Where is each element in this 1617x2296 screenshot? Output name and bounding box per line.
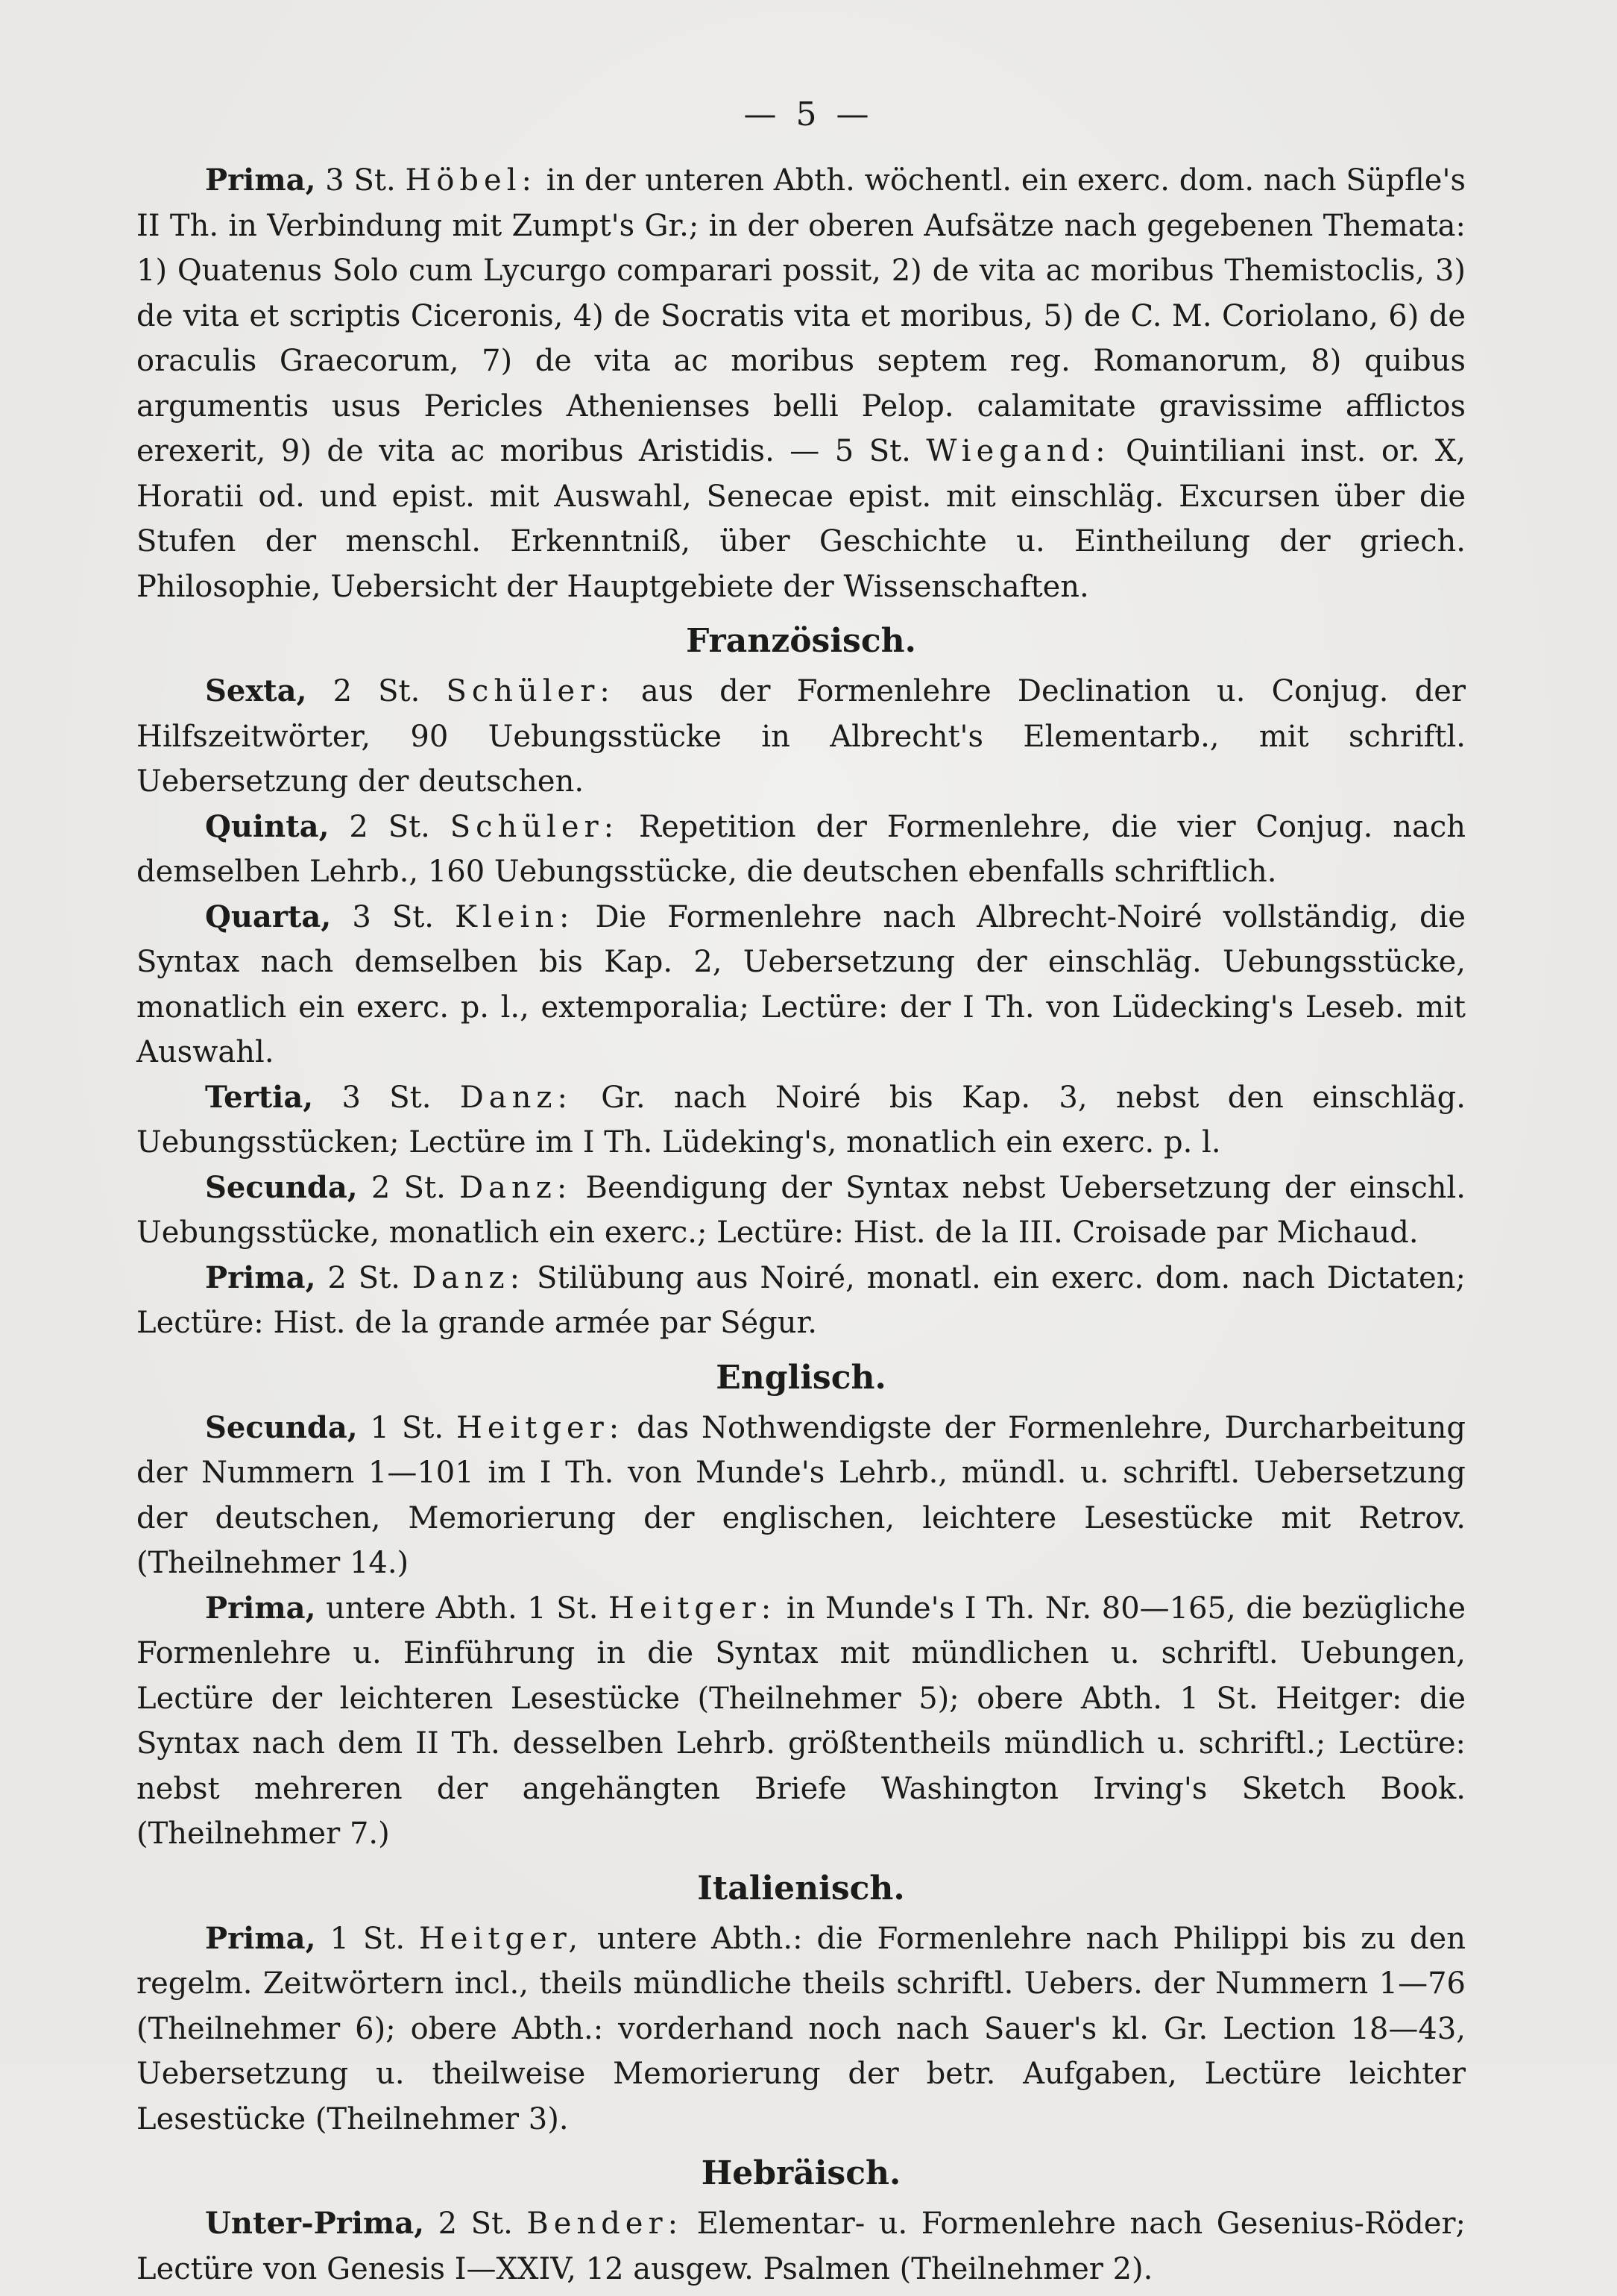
- teacher-name: Schüler:: [450, 809, 620, 844]
- class-name: Quarta,: [205, 899, 332, 934]
- hours: 2 St.: [438, 2207, 513, 2241]
- class-name: Prima,: [205, 1920, 316, 1956]
- page-content: [136, 158, 1466, 2296]
- section-hebraeisch: [136, 2146, 1466, 2292]
- hours: 2 St.: [327, 1260, 400, 1295]
- entry-text: Stilübung aus Noiré, monatl. ein exerc. dom. nach Dictaten; Lectüre: Hist. de la grande armée par Ségur.: [136, 1260, 1466, 1340]
- section-heading: Englisch.: [716, 1358, 886, 1397]
- teacher-name: Heitger:: [456, 1410, 625, 1445]
- teacher-name: Danz:: [459, 1080, 573, 1115]
- teacher-name: Danz:: [459, 1170, 573, 1205]
- class-name: Secunda,: [205, 1409, 358, 1445]
- class-name: Prima,: [205, 163, 316, 198]
- entry-quinta: [136, 805, 1466, 895]
- hours: 2 St.: [371, 1170, 446, 1205]
- entry-tertia: [136, 1075, 1466, 1166]
- section-heading: Französisch.: [686, 622, 916, 660]
- entry-text: in der unteren Abth. wöchentl. ein exerc. dom. nach Süpfle's II Th. in Verbindung mit Zumpt's Gr.; in der oberen Aufsätze nach gegebenen Themata: 1) Quatenus Solo cum Lycurgo comparari possit, 2) de vita ac moribus Themistoclis, 3) de vita et scriptis Ciceronis, 4) de Socratis vita et moribus, 5) de C. M. Coriolano, 6) de oraculis Graecorum, 7) de vita ac moribus septem reg. Romanorum, 8) quibus argumentis usus Pericles Athenienses belli Pelop. calamitate gravissime afflictos erexerit, 9) de vita ac moribus Aristidis.: [136, 163, 1466, 468]
- hours: 3 St.: [352, 899, 435, 934]
- teacher-name: Wiegand:: [926, 434, 1111, 468]
- teacher-name: Bender:: [526, 2207, 684, 2241]
- class-name: Tertia,: [205, 1079, 314, 1115]
- hours: 2 St.: [349, 809, 430, 844]
- hours: 1 St.: [330, 1921, 406, 1956]
- section-englisch: [136, 1350, 1466, 1857]
- entry-text: aus der Formenlehre Declination u. Conjug. der Hilfszeitwörter, 90 Uebungsstücke in Albrecht's Elementarb., mit schriftl. Uebersetzung der deutschen.: [136, 674, 1466, 799]
- class-name: Sexta,: [205, 673, 307, 708]
- entry-text: Quintiliani inst. or. X, Horatii od. und epist. mit Auswahl, Senecae epist. mit einschläg. Excursen über die Stufen der menschl. Erkenntniß, über Geschichte u. Eintheilung der griech. Philosophie, Uebersicht der Hauptgebiete der Wissenschaften.: [136, 434, 1466, 604]
- teacher-name: Schüler:: [446, 674, 615, 708]
- entry-quarta: [136, 895, 1466, 1075]
- section-franzoesisch: [136, 614, 1466, 1346]
- entry-text: Beendigung der Syntax nebst Uebersetzung der einschl. Uebungsstücke, monatlich ein exerc.; Lectüre: Hist. de la III. Croisade par Michaud.: [136, 1170, 1466, 1250]
- teacher-name: Höbel:: [405, 163, 537, 198]
- entry-text: untere Abth.: die Formenlehre nach Philippi bis zu den regelm. Zeitwörtern incl., theils mündliche theils schriftl. Uebers. der Nummern 1—76 (Theilnehmer 6); obere Abth.: vorderhand noch nach Sauer's kl. Gr. Lection 18—43, Uebersetzung u. theilweise Memorierung der betr. Aufgaben, Lectüre leichter Lesestücke (Theilnehmer 3).: [136, 1921, 1466, 2136]
- entry-text: Repetition der Formenlehre, die vier Conjug. nach demselben Lehrb., 160 Uebungsstücke, die deutschen ebenfalls schriftlich.: [136, 809, 1466, 889]
- class-name: Quinta,: [205, 808, 330, 844]
- section-italienisch: [136, 1861, 1466, 2142]
- hours: — 5 St.: [789, 434, 911, 468]
- entry-prima: [136, 1256, 1466, 1346]
- hours: 1 St.: [370, 1410, 444, 1445]
- teacher-name: Heitger:: [608, 1591, 777, 1626]
- section-heading: Hebräisch.: [701, 2154, 901, 2192]
- hours: 3 St.: [341, 1080, 432, 1115]
- class-name: Unter-Prima,: [205, 2206, 425, 2241]
- section-latin-continued: [136, 158, 1466, 609]
- class-name: Secunda,: [205, 1169, 358, 1205]
- class-name: Prima,: [205, 1259, 316, 1295]
- entry-secunda: [136, 1406, 1466, 1586]
- teacher-name: Heitger,: [418, 1921, 584, 1956]
- teacher-name: Klein:: [455, 899, 575, 934]
- teacher-name: Danz:: [412, 1260, 526, 1295]
- page-number: — 5 —: [743, 95, 874, 133]
- class-name: Prima,: [205, 1590, 316, 1626]
- entry-sexta: [136, 669, 1466, 805]
- entry-text: in Munde's I Th. Nr. 80—165, die bezügliche Formenlehre u. Einführung in die Syntax mit mündlichen u. schriftl. Uebungen, Lectüre der leichteren Lesestücke (Theilnehmer 5); obere Abth. 1 St. Heitger: die Syntax nach dem II Th. desselben Lehrb. größtentheils mündlich u. schriftl.; Lectüre: nebst mehreren der angehängten Briefe Washington Irving's Sketch Book. (Theilnehmer 7.): [136, 1591, 1466, 1851]
- entry-prima-latin: [136, 158, 1466, 609]
- entry-prima: [136, 1586, 1466, 1857]
- hours: 3 St.: [325, 163, 396, 198]
- section-heading: Italienisch.: [697, 1869, 905, 1907]
- entry-text: Die Formenlehre nach Albrecht-Noiré vollständig, die Syntax nach demselben bis Kap. 2, Uebersetzung der einschläg. Uebungsstücke, monatlich ein exerc. p. l., extemporalia; Lectüre: der I Th. von Lüdecking's Leseb. mit Auswahl.: [136, 899, 1466, 1069]
- entry-text: Elementar- u. Formenlehre nach Gesenius-Röder; Lectüre von Genesis I—XXIV, 12 ausgew. Psalmen (Theilnehmer 2).: [136, 2207, 1466, 2286]
- entry-text: das Nothwendigste der Formenlehre, Durcharbeitung der Nummern 1—101 im I Th. von Munde's Lehrb., mündl. u. schriftl. Uebersetzung der deutschen, Memorierung der englischen, leichtere Lesestücke mit Retrov. (Theilnehmer 14.): [136, 1410, 1466, 1580]
- hours: 2 St.: [332, 674, 420, 708]
- entry-unter-prima: [136, 2201, 1466, 2292]
- entry-prima: [136, 1916, 1466, 2142]
- entry-secunda: [136, 1166, 1466, 1256]
- hours: untere Abth. 1 St.: [326, 1591, 599, 1626]
- entry-text: Gr. nach Noiré bis Kap. 3, nebst den einschläg. Uebungsstücken; Lectüre im I Th. Lüdeking's, monatlich ein exerc. p. l.: [136, 1080, 1466, 1160]
